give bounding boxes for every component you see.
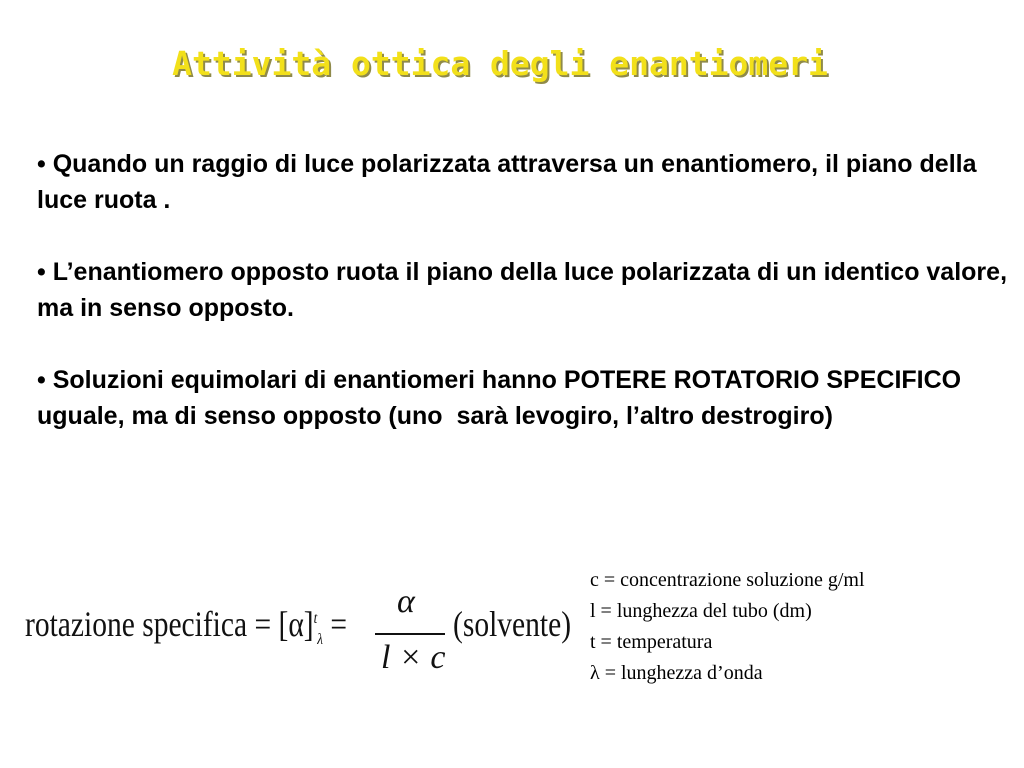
formula-numerator: α bbox=[397, 583, 415, 620]
legend-item: t = temperatura bbox=[590, 631, 713, 653]
legend-item: λ = lunghezza d’onda bbox=[590, 662, 763, 684]
bullet-marker: • bbox=[37, 366, 46, 394]
legend-item: c = concentrazione soluzione g/ml bbox=[590, 569, 865, 591]
legend-item: l = lunghezza del tubo (dm) bbox=[590, 600, 812, 622]
slide-title: Attività ottica degli enantiomeri bbox=[172, 44, 828, 83]
bullet-text: Soluzioni equimolari di enantiomeri hanno POTERE ROTATORIO SPECIFICO uguale, ma di senso opposto (uno sarà levogiro, l’altro destrogiro) bbox=[37, 366, 969, 430]
bullet-marker: • bbox=[37, 258, 46, 286]
formula-legend bbox=[590, 565, 1010, 689]
bullet-list bbox=[37, 146, 1012, 470]
formula-denominator: l × c bbox=[381, 639, 446, 676]
bullet-text: Quando un raggio di luce polarizzata attraversa un enantiomero, il piano della luce ruota . bbox=[37, 150, 984, 214]
bullet-text: L’enantiomero opposto ruota il piano della luce polarizzata di un identico valore, ma in senso opposto. bbox=[37, 258, 1014, 322]
bullet-marker: • bbox=[37, 150, 46, 178]
fraction-bar bbox=[375, 633, 445, 635]
formula-subscript: λ bbox=[317, 631, 323, 649]
bullet-item bbox=[37, 362, 1012, 434]
bullet-item bbox=[37, 254, 1012, 326]
formula-fraction bbox=[375, 575, 445, 695]
formula-left-side bbox=[25, 603, 347, 649]
formula-solvent: (solvente) bbox=[453, 604, 572, 644]
bullet-item bbox=[37, 146, 1012, 218]
formula-superscript: t bbox=[313, 610, 318, 627]
formula-equals: = bbox=[322, 604, 348, 644]
specific-rotation-formula bbox=[25, 575, 572, 695]
formula-label: rotazione specifica = [α] bbox=[25, 604, 314, 644]
